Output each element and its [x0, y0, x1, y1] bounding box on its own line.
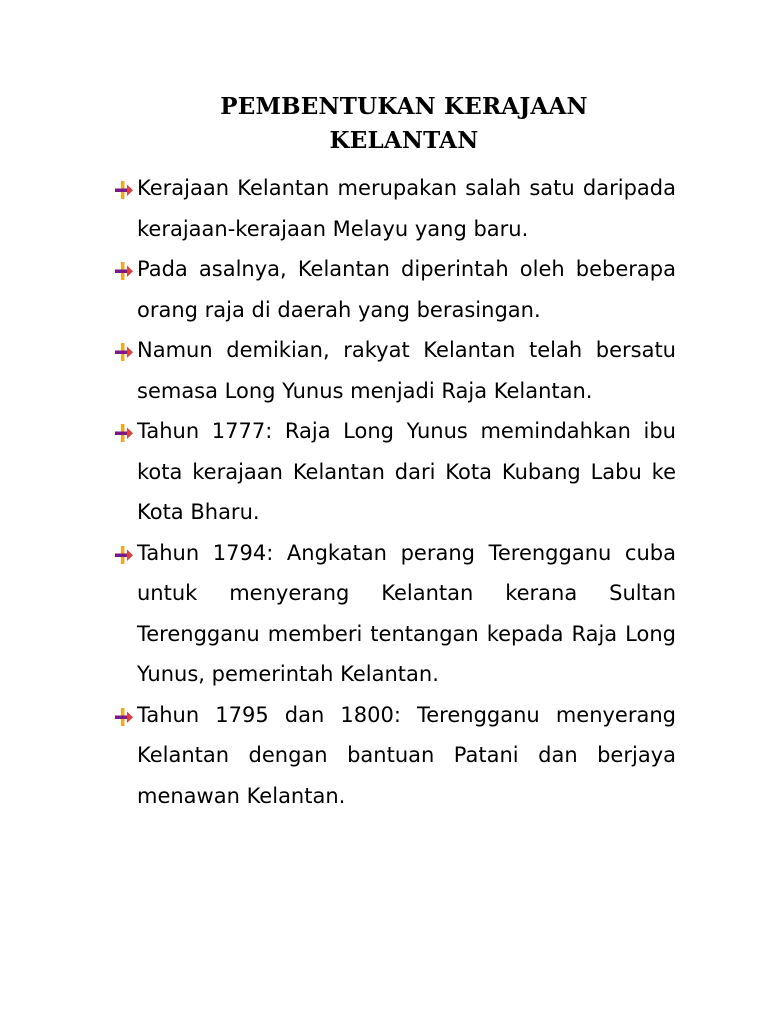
list-item: [112, 249, 676, 330]
title-line-2: KELANTAN: [329, 127, 479, 154]
list-item: [112, 411, 676, 533]
cross-arrow-bullet-icon: [114, 342, 134, 362]
bullet-list: [112, 168, 676, 816]
list-item: [112, 695, 676, 817]
cross-arrow-bullet-icon: [114, 545, 134, 565]
list-item-text: Tahun 1777: Raja Long Yunus memindahkan ibu kota kerajaan Kelantan dari Kota Kubang Labu ke Kota Bharu.: [137, 419, 676, 524]
list-item-text: Tahun 1795 dan 1800: Terengganu menyerang Kelantan dengan bantuan Patani dan berjaya menawan Kelantan.: [137, 702, 676, 808]
cross-arrow-bullet-icon: [114, 180, 134, 200]
cross-arrow-bullet-icon: [114, 707, 134, 727]
page-title: [112, 90, 676, 158]
cross-arrow-bullet-icon: [114, 423, 134, 443]
title-line-1: PEMBENTUKAN KERAJAAN: [220, 93, 588, 120]
list-item-text: Namun demikian, rakyat Kelantan telah bersatu semasa Long Yunus menjadi Raja Kelantan.: [137, 338, 676, 403]
cross-arrow-bullet-icon: [114, 261, 134, 281]
list-item: [112, 168, 676, 249]
list-item: [112, 533, 676, 695]
list-item-text: Tahun 1794: Angkatan perang Terengganu cuba untuk menyerang Kelantan kerana Sultan Terengganu memberi tentangan kepada Raja Long Yunus, pemerintah Kelantan.: [137, 540, 676, 686]
list-item-text: Kerajaan Kelantan merupakan salah satu daripada kerajaan-kerajaan Melayu yang baru.: [137, 176, 676, 241]
list-item-text: Pada asalnya, Kelantan diperintah oleh beberapa orang raja di daerah yang berasingan.: [137, 257, 676, 322]
list-item: [112, 330, 676, 411]
